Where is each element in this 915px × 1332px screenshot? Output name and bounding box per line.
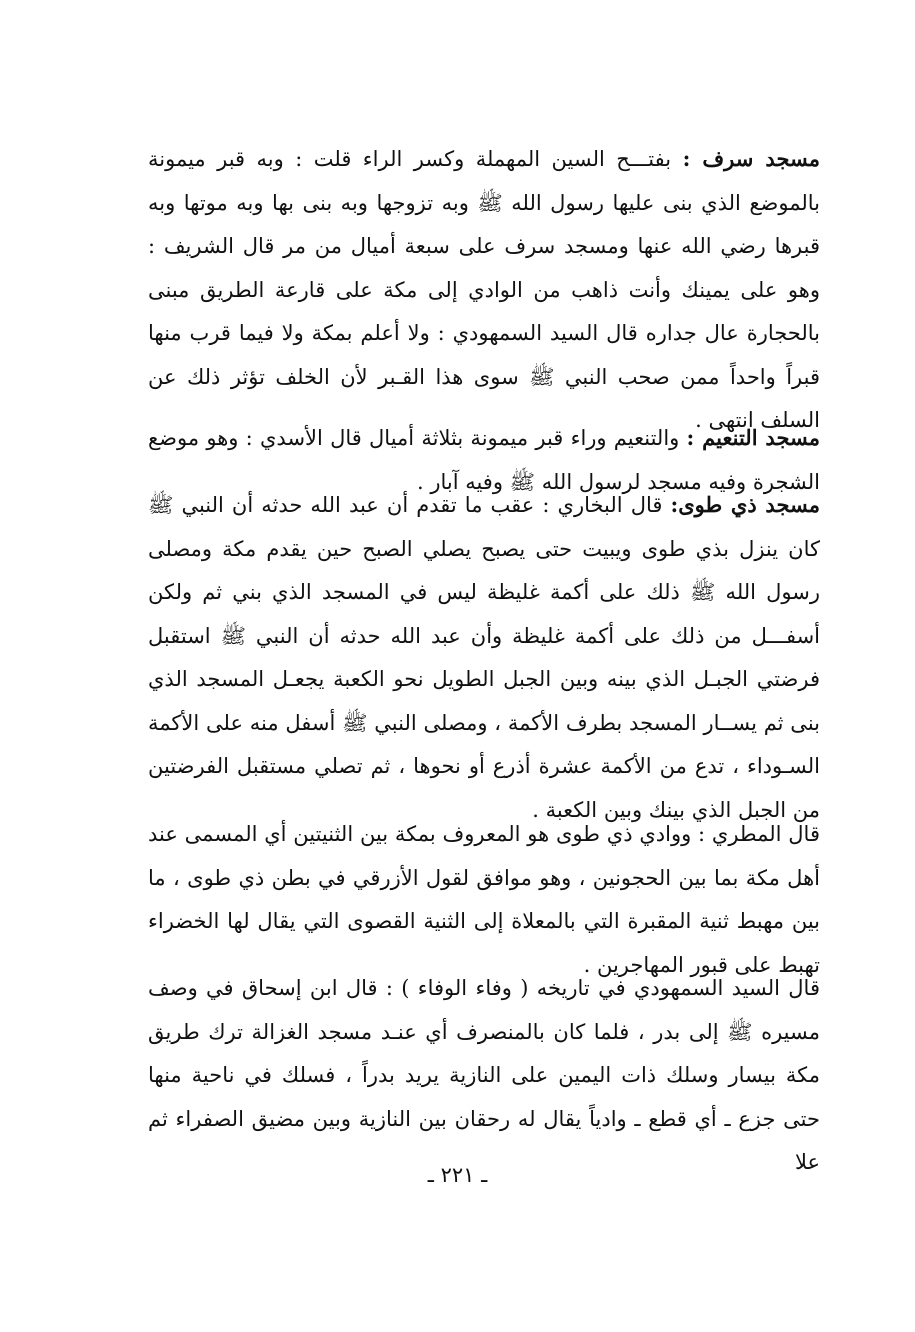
paragraph-samhudi <box>148 967 820 1185</box>
heading-masjid-tanim: مسجد التنعيم : <box>686 425 820 450</box>
heading-masjid-saraf: مسجد سرف : <box>682 146 820 171</box>
paragraph-text: قال المطري : ووادي ذي طوى هو المعروف بمكة بين الثنيتين أي المسمى عند أهل مكة بما بين الحجونين ، وهو موافق لقول الأزرقي في بطن ذي طوى ، ما بين مهبط ثنية المقبرة التي بالمعلاة إلى الثنية القصوى التي يقال لها الخضراء تهبط على قبور المهاجرين . <box>148 822 820 977</box>
page-number: ـ ٢٢١ ـ <box>427 1163 488 1187</box>
paragraph-masjid-dhi-tuwa <box>148 483 820 832</box>
paragraph-text: والتنعيم وراء قبر ميمونة بثلاثة أميال قال الأسدي : وهو موضع الشجرة وفيه مسجد لرسول الله ﷺ وفيه آبار . <box>148 426 820 494</box>
paragraph-text: قال السيد السمهودي في تاريخه ( وفاء الوفاء ) : قال ابن إسحاق في وصف مسيره ﷺ إلى بدر ، فلما كان بالمنصرف أي عنـد مسجد الغزالة ترك طريق مكة بيسار وسلك ذات اليمين على النازية يريد بدراً ، فسلك في ناحية منها حتى جزع ـ أي قطع ـ وادياً يقال له رحقان بين النازية وبين مضيق الصفراء ثم علا <box>148 976 820 1174</box>
paragraph-text: بفتـــح السين المهملة وكسر الراء قلت : وبه قبر ميمونة بالموضع الذي بنى عليها رسول الله ﷺ وبه تزوجها وبه بنى بها وبه موتها وبه قبرها رضي الله عنها ومسجد سرف على سبعة أميال من مر قال الشريف : وهو على يمينك وأنت ذاهب من الوادي إلى مكة على قارعة الطريق مبنى بالحجارة عال جداره قال السيد السمهودي : ولا أعلم بمكة ولا فيما قرب منها قبراً واحداً ممن صحب النبي ﷺ سوى هذا القـبر لأن الخلف تؤثر ذلك عن السلف انتهى . <box>148 147 820 432</box>
heading-masjid-dhi-tuwa: مسجد ذي طوى: <box>670 492 820 517</box>
paragraph-text: قال البخاري : عقب ما تقدم أن عبد الله حدثه أن النبي ﷺ كان ينزل بذي طوى ويبيت حتى يصبح يصلي الصبح حين يقدم مكة ومصلى رسول الله ﷺ ذلك على أكمة غليظة ليس في المسجد الذي بني ثم ولكن أسفـــل من ذلك على أكمة غليظة وأن عبد الله حدثه أن النبي ﷺ استقبل فرضتي الجبـل الذي بينه وبين الجبل الطويل نحو الكعبة يجعـل المسجد الذي بنى ثم يســار المسجد بطرف الأكمة ، ومصلى النبي ﷺ أسفل منه على الأكمة السـوداء ، تدع من الأكمة عشرة أذرع أو نحوها ، ثم تصلي مستقبل الفرضتين من الجبل الذي بينك وبين الكعبة . <box>148 493 820 822</box>
paragraph-mutari <box>148 813 820 987</box>
paragraph-masjid-saraf <box>148 137 820 443</box>
